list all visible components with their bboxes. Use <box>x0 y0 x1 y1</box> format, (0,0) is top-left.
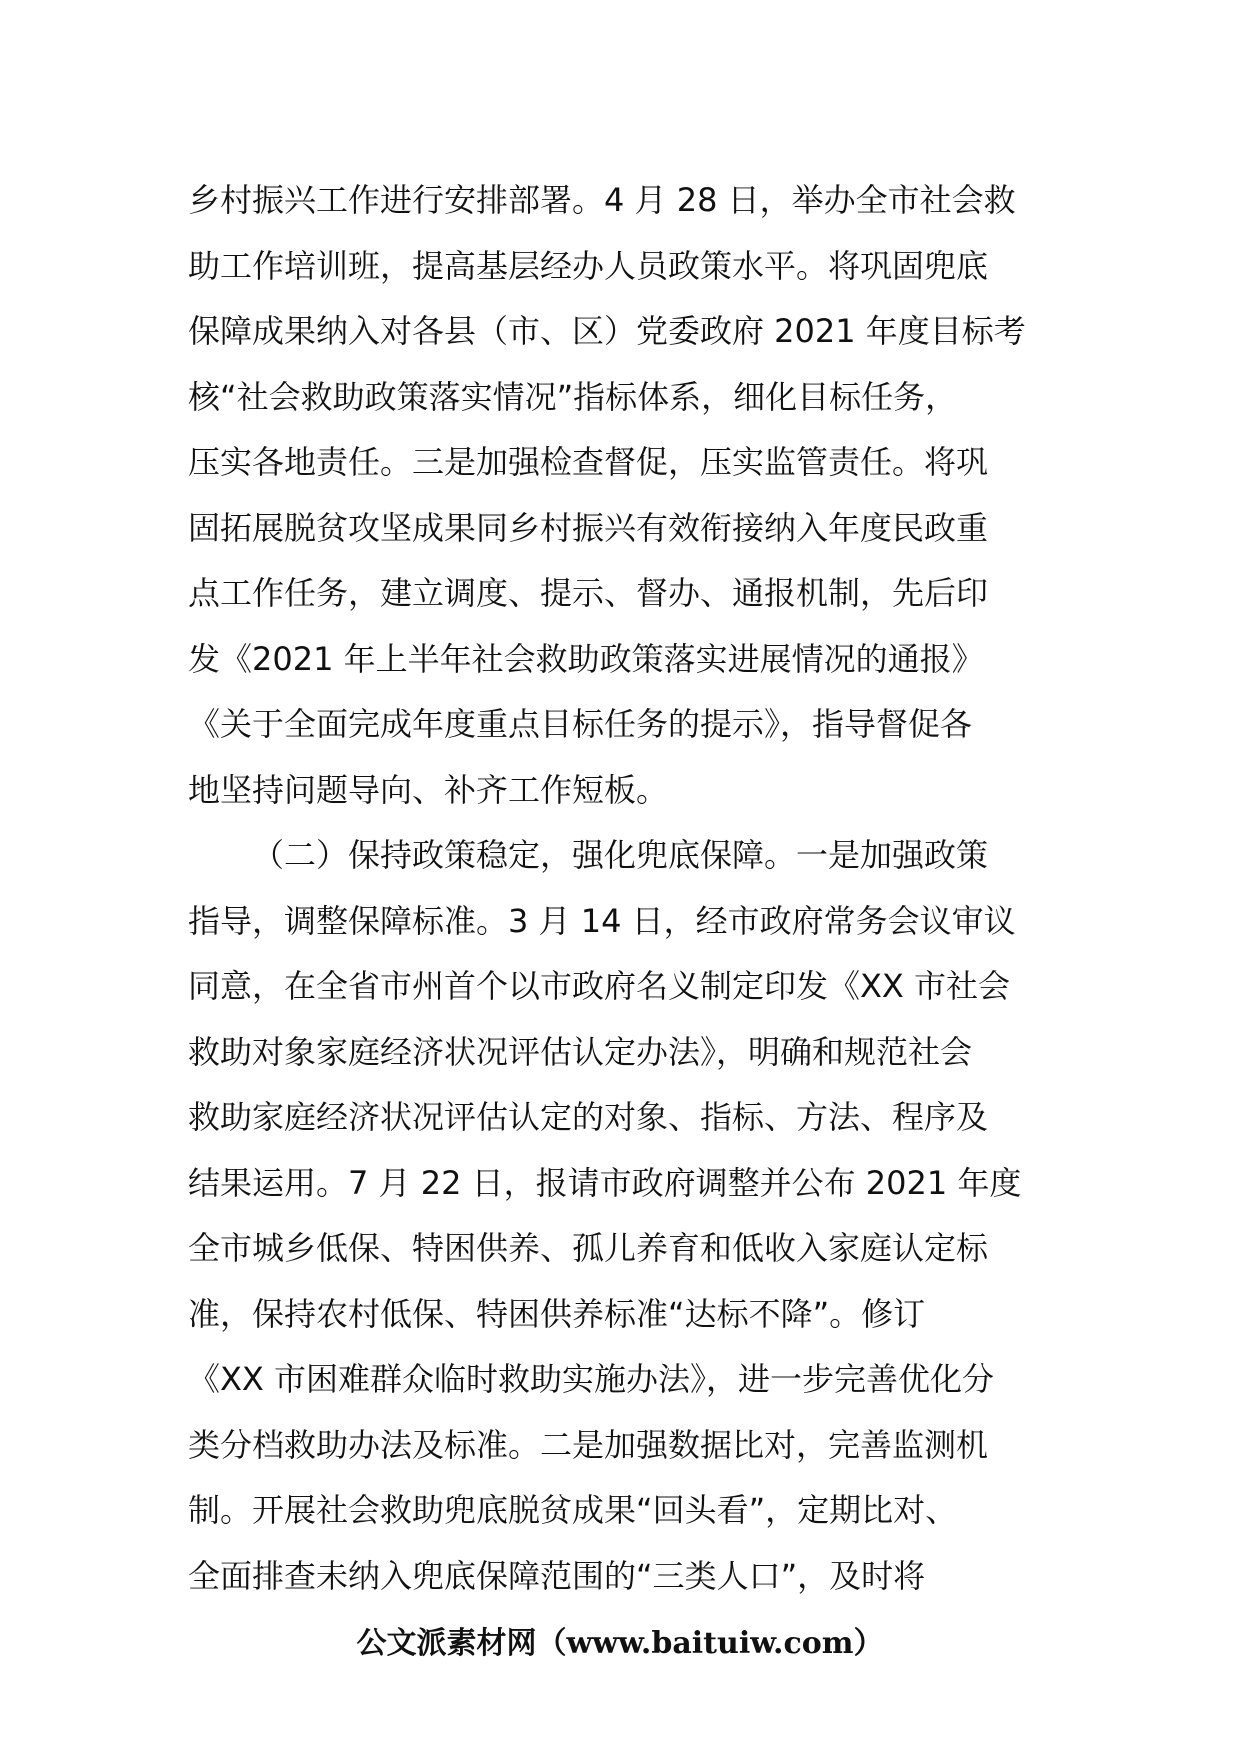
text-line-20: 类分档救助办法及标准。二是加强数据比对，完善监测机 <box>188 1425 989 1464</box>
text-line-5: 压实各地责任。三是加强检查督促，压实监管责任。将巩 <box>188 443 989 481</box>
text-line-14: 救助对象家庭经济状况评估认定办法》，明确和规范社会 <box>188 1032 973 1071</box>
text-line-11-section-heading: （二）保持政策稳定，强化兜底保障。一是加强政策 <box>252 836 989 874</box>
text-line-10: 地坚持问题导向、补齐工作短板。 <box>188 770 669 809</box>
text-line-2: 助工作培训班，提高基层经办人员政策水平。将巩固兜底 <box>188 246 989 285</box>
text-line-8: 发《2021 年上半年社会救助政策落实进展情况的通报》 <box>188 639 984 678</box>
text-line-6: 固拓展脱贫攻坚成果同乡村振兴有效衔接纳入年度民政重 <box>188 508 989 547</box>
text-line-9: 《关于全面完成年度重点目标任务的提示》，指导督促各 <box>188 705 973 743</box>
text-line-18: 准，保持农村低保、特困供养标准“达标不降”。修订 <box>188 1294 926 1333</box>
text-line-4: 核“社会救助政策落实情况”指标体系，细化目标任务， <box>188 377 958 416</box>
text-line-1: 乡村振兴工作进行安排部署。4 月 28 日，举办全市社会救 <box>188 181 1016 219</box>
text-line-3: 保障成果纳入对各县（市、区）党委政府 2021 年度目标考 <box>188 312 1026 350</box>
text-line-13: 同意，在全省市州首个以市政府名义制定印发《XX 市社会 <box>188 967 1011 1005</box>
text-line-7: 点工作任务，建立调度、提示、督办、通报机制，先后印 <box>188 574 989 612</box>
text-line-19: 《XX 市困难群众临时救助实施办法》，进一步完善优化分 <box>188 1360 995 1398</box>
text-line-12: 指导，调整保障标准。3 月 14 日，经市政府常务会议审议 <box>188 901 1016 940</box>
footer-watermark: 公文派素材网（www.baituiw.com） <box>356 1626 884 1661</box>
text-line-21: 制。开展社会救助兜底脱贫成果“回头看”，定期比对、 <box>188 1491 958 1529</box>
text-line-22: 全面排查未纳入兜底保障范围的“三类人口”，及时将 <box>188 1556 926 1595</box>
text-line-15: 救助家庭经济状况评估认定的对象、指标、方法、程序及 <box>188 1098 989 1136</box>
text-line-17: 全市城乡低保、特困供养、孤儿养育和低收入家庭认定标 <box>188 1229 989 1267</box>
document-body <box>188 168 1058 1609</box>
text-line-16: 结果运用。7 月 22 日，报请市政府调整并公布 2021 年度 <box>188 1163 1022 1202</box>
